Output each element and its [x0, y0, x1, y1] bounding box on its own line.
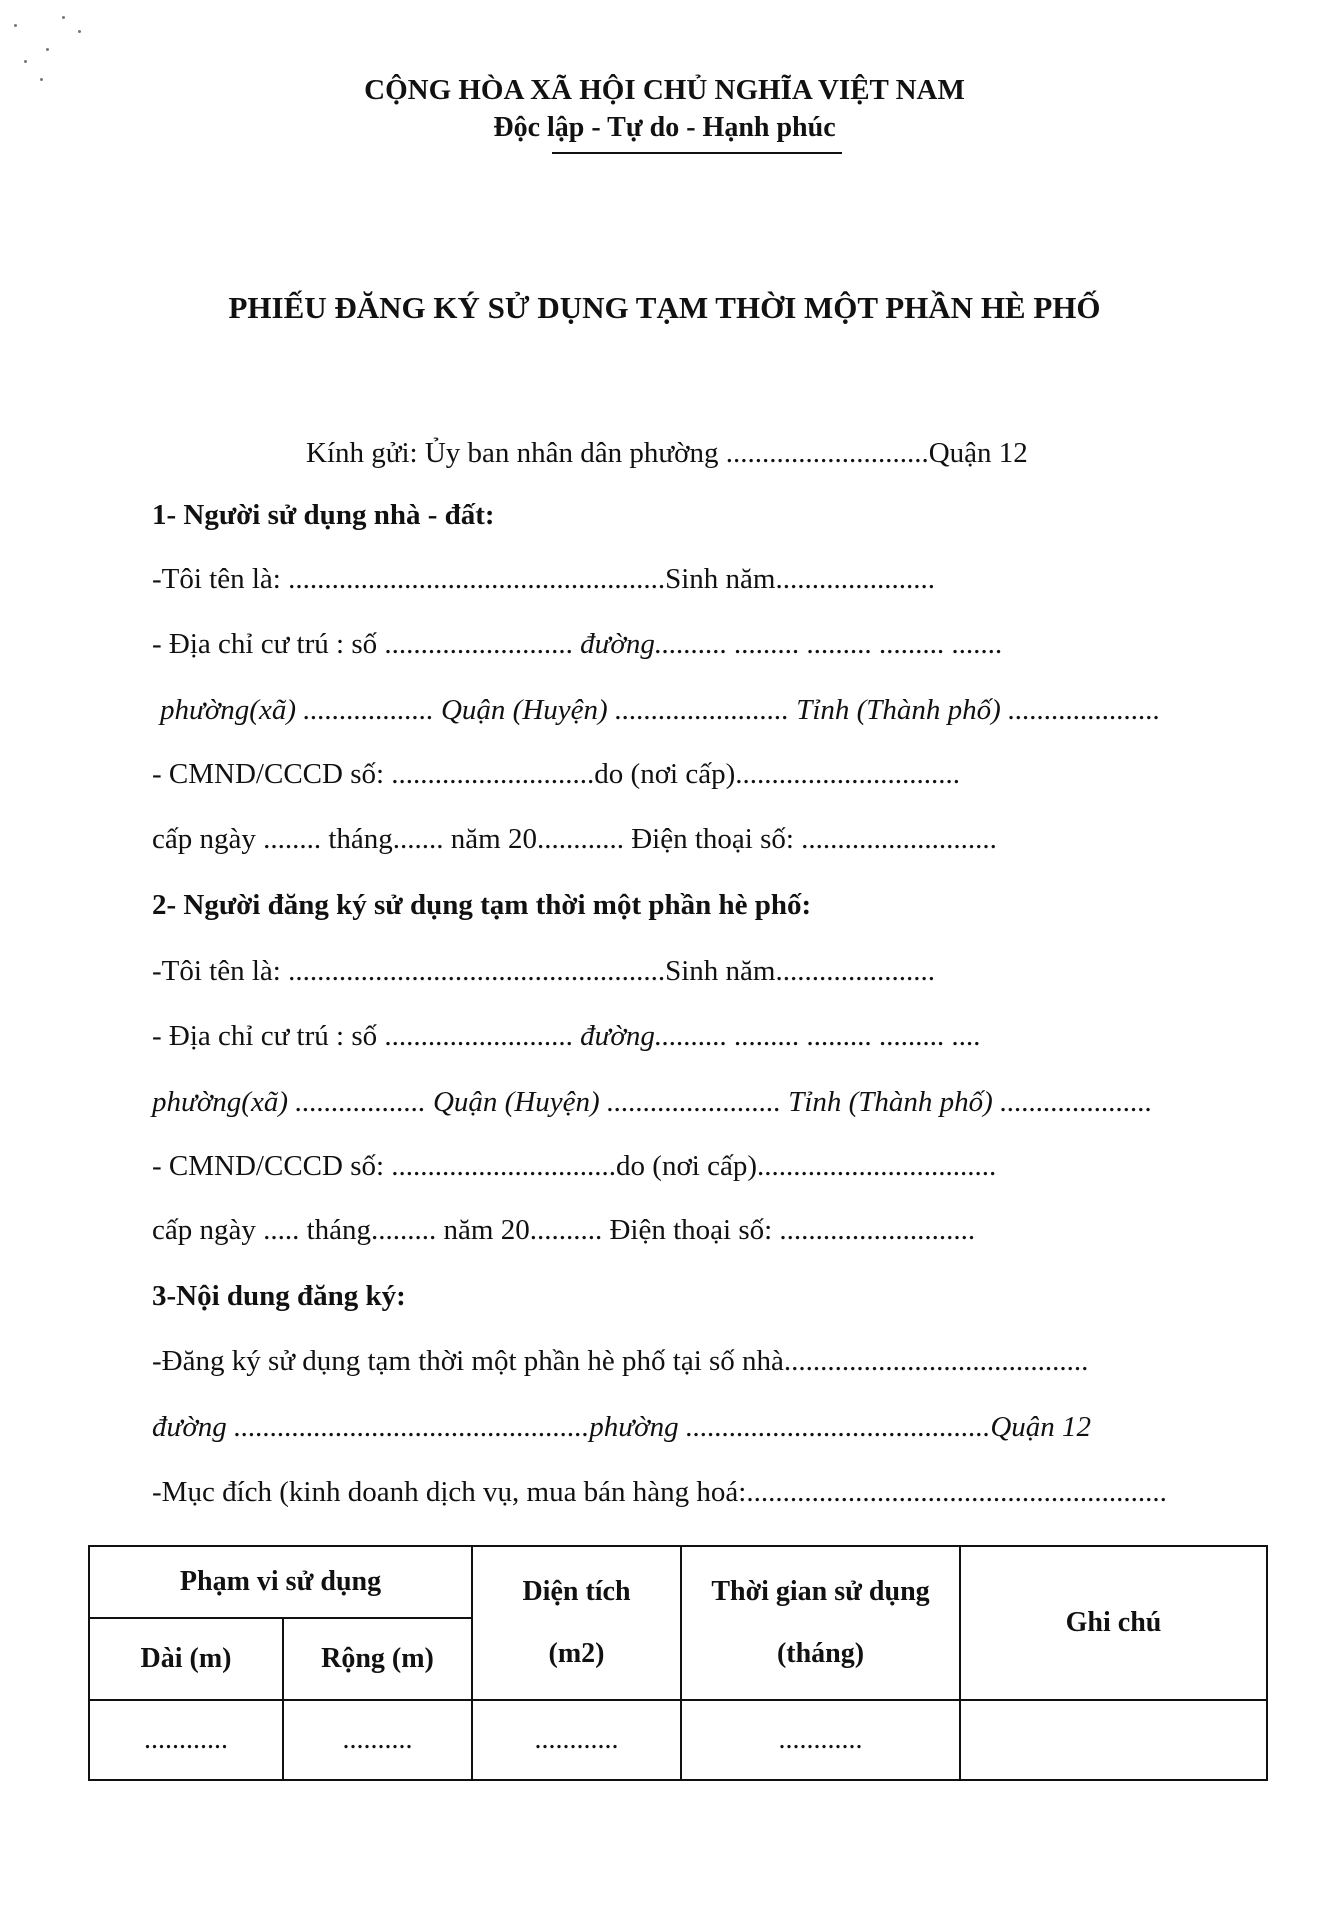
- width-cell: ..........: [283, 1700, 472, 1780]
- section2-district-dots: ........................: [606, 1086, 781, 1118]
- time-header-unit: (tháng): [776, 1638, 865, 1669]
- section2-address-number: - Địa chỉ cư trú : số ..........................: [152, 1020, 573, 1052]
- section3-street-dots: .................................................: [226, 1411, 590, 1443]
- scan-speck: [46, 48, 49, 51]
- section3-register-line: -Đăng ký sử dụng tạm thời một phần hè phố tại số nhà..........................................: [152, 1345, 1089, 1377]
- document-title: PHIẾU ĐĂNG KÝ SỬ DỤNG TẠM THỜI MỘT PHẦN HÈ PHỐ: [228, 290, 1101, 325]
- section2-date-line: cấp ngày ..... tháng......... năm 20.......... Điện thoại số: ...........................: [152, 1214, 976, 1246]
- note-header: Ghi chú: [960, 1546, 1267, 1700]
- length-cell: ............: [89, 1700, 283, 1780]
- scan-speck: [78, 30, 81, 33]
- area-header: [472, 1546, 681, 1700]
- section3-district: Quận 12: [990, 1411, 1092, 1443]
- length-header: Dài (m): [89, 1618, 283, 1700]
- section1-ward-line: [160, 694, 1160, 727]
- scan-speck: [14, 24, 17, 27]
- section2-province-label: Tỉnh (Thành phố): [788, 1086, 993, 1118]
- section2-name-line: -Tôi tên là: ....................................................Sinh năm......................: [152, 955, 935, 987]
- scan-speck: [62, 16, 65, 19]
- area-cell: ............: [472, 1700, 681, 1780]
- section1-date-line: cấp ngày ........ tháng....... năm 20............ Điện thoại số: ...........................: [152, 823, 997, 855]
- section1-district-dots: ........................: [614, 694, 789, 726]
- area-header-label: Diện tích: [522, 1576, 631, 1607]
- section2-district-label: Quận (Huyện): [432, 1086, 600, 1118]
- section3-heading: 3-Nội dung đăng ký:: [152, 1280, 406, 1312]
- scope-header: Phạm vi sử dụng: [89, 1546, 472, 1618]
- scan-speck: [24, 60, 27, 63]
- section3-purpose-line: -Mục đích (kinh doanh dịch vụ, mua bán hàng hoá:..........................................................: [152, 1476, 1167, 1508]
- section1-ward-label: phường(xã) ..................: [160, 694, 441, 726]
- section3-ward-dots: ..........................................: [678, 1411, 991, 1443]
- section3-ward-label: phường: [589, 1411, 679, 1443]
- section2-address-street: đường.......... ......... ......... ......... ....: [580, 1020, 982, 1052]
- section2-address-line: [152, 1020, 981, 1053]
- area-header-unit: (m2): [548, 1638, 605, 1669]
- section1-name-line: -Tôi tên là: ....................................................Sinh năm......................: [152, 563, 935, 595]
- section2-heading: 2- Người đăng ký sử dụng tạm thời một phần hè phố:: [152, 889, 812, 921]
- section1-id-line: - CMND/CCCD số: ............................do (nơi cấp)...............................: [152, 758, 960, 790]
- recipient-line: Kính gửi: Ủy ban nhân dân phường ............................Quận 12: [306, 437, 1028, 469]
- section1-address-line: [152, 628, 1003, 661]
- section1-province-label: Tỉnh (Thành phố): [796, 694, 1001, 726]
- section1-address-street: đường.......... ......... ......... ......... .......: [580, 628, 1003, 660]
- time-header: [681, 1546, 960, 1700]
- section3-street-line: [152, 1411, 1091, 1444]
- section3-street-label: đường: [152, 1411, 227, 1443]
- width-header: Rộng (m): [283, 1618, 472, 1700]
- section1-address-number: - Địa chỉ cư trú : số ..........................: [152, 628, 573, 660]
- section1-heading: 1- Người sử dụng nhà - đất:: [152, 499, 495, 531]
- country-heading: CỘNG HÒA XÃ HỘI CHỦ NGHĨA VIỆT NAM: [364, 74, 965, 106]
- section1-district-label: Quận (Huyện): [440, 694, 608, 726]
- motto-heading: Độc lập - Tự do - Hạnh phúc: [493, 112, 836, 143]
- section2-id-line: - CMND/CCCD số: ...............................do (nơi cấp).................................: [152, 1150, 997, 1182]
- usage-table: [88, 1545, 1268, 1781]
- section2-ward-line: [152, 1086, 1152, 1119]
- section2-province-dots: .....................: [1000, 1086, 1153, 1118]
- time-cell: ............: [681, 1700, 960, 1780]
- note-cell: [960, 1700, 1267, 1780]
- section1-province-dots: .....................: [1008, 694, 1161, 726]
- time-header-label: Thời gian sử dụng: [711, 1576, 930, 1607]
- motto-underline: [552, 152, 842, 154]
- section2-ward-label: phường(xã) ..................: [152, 1086, 433, 1118]
